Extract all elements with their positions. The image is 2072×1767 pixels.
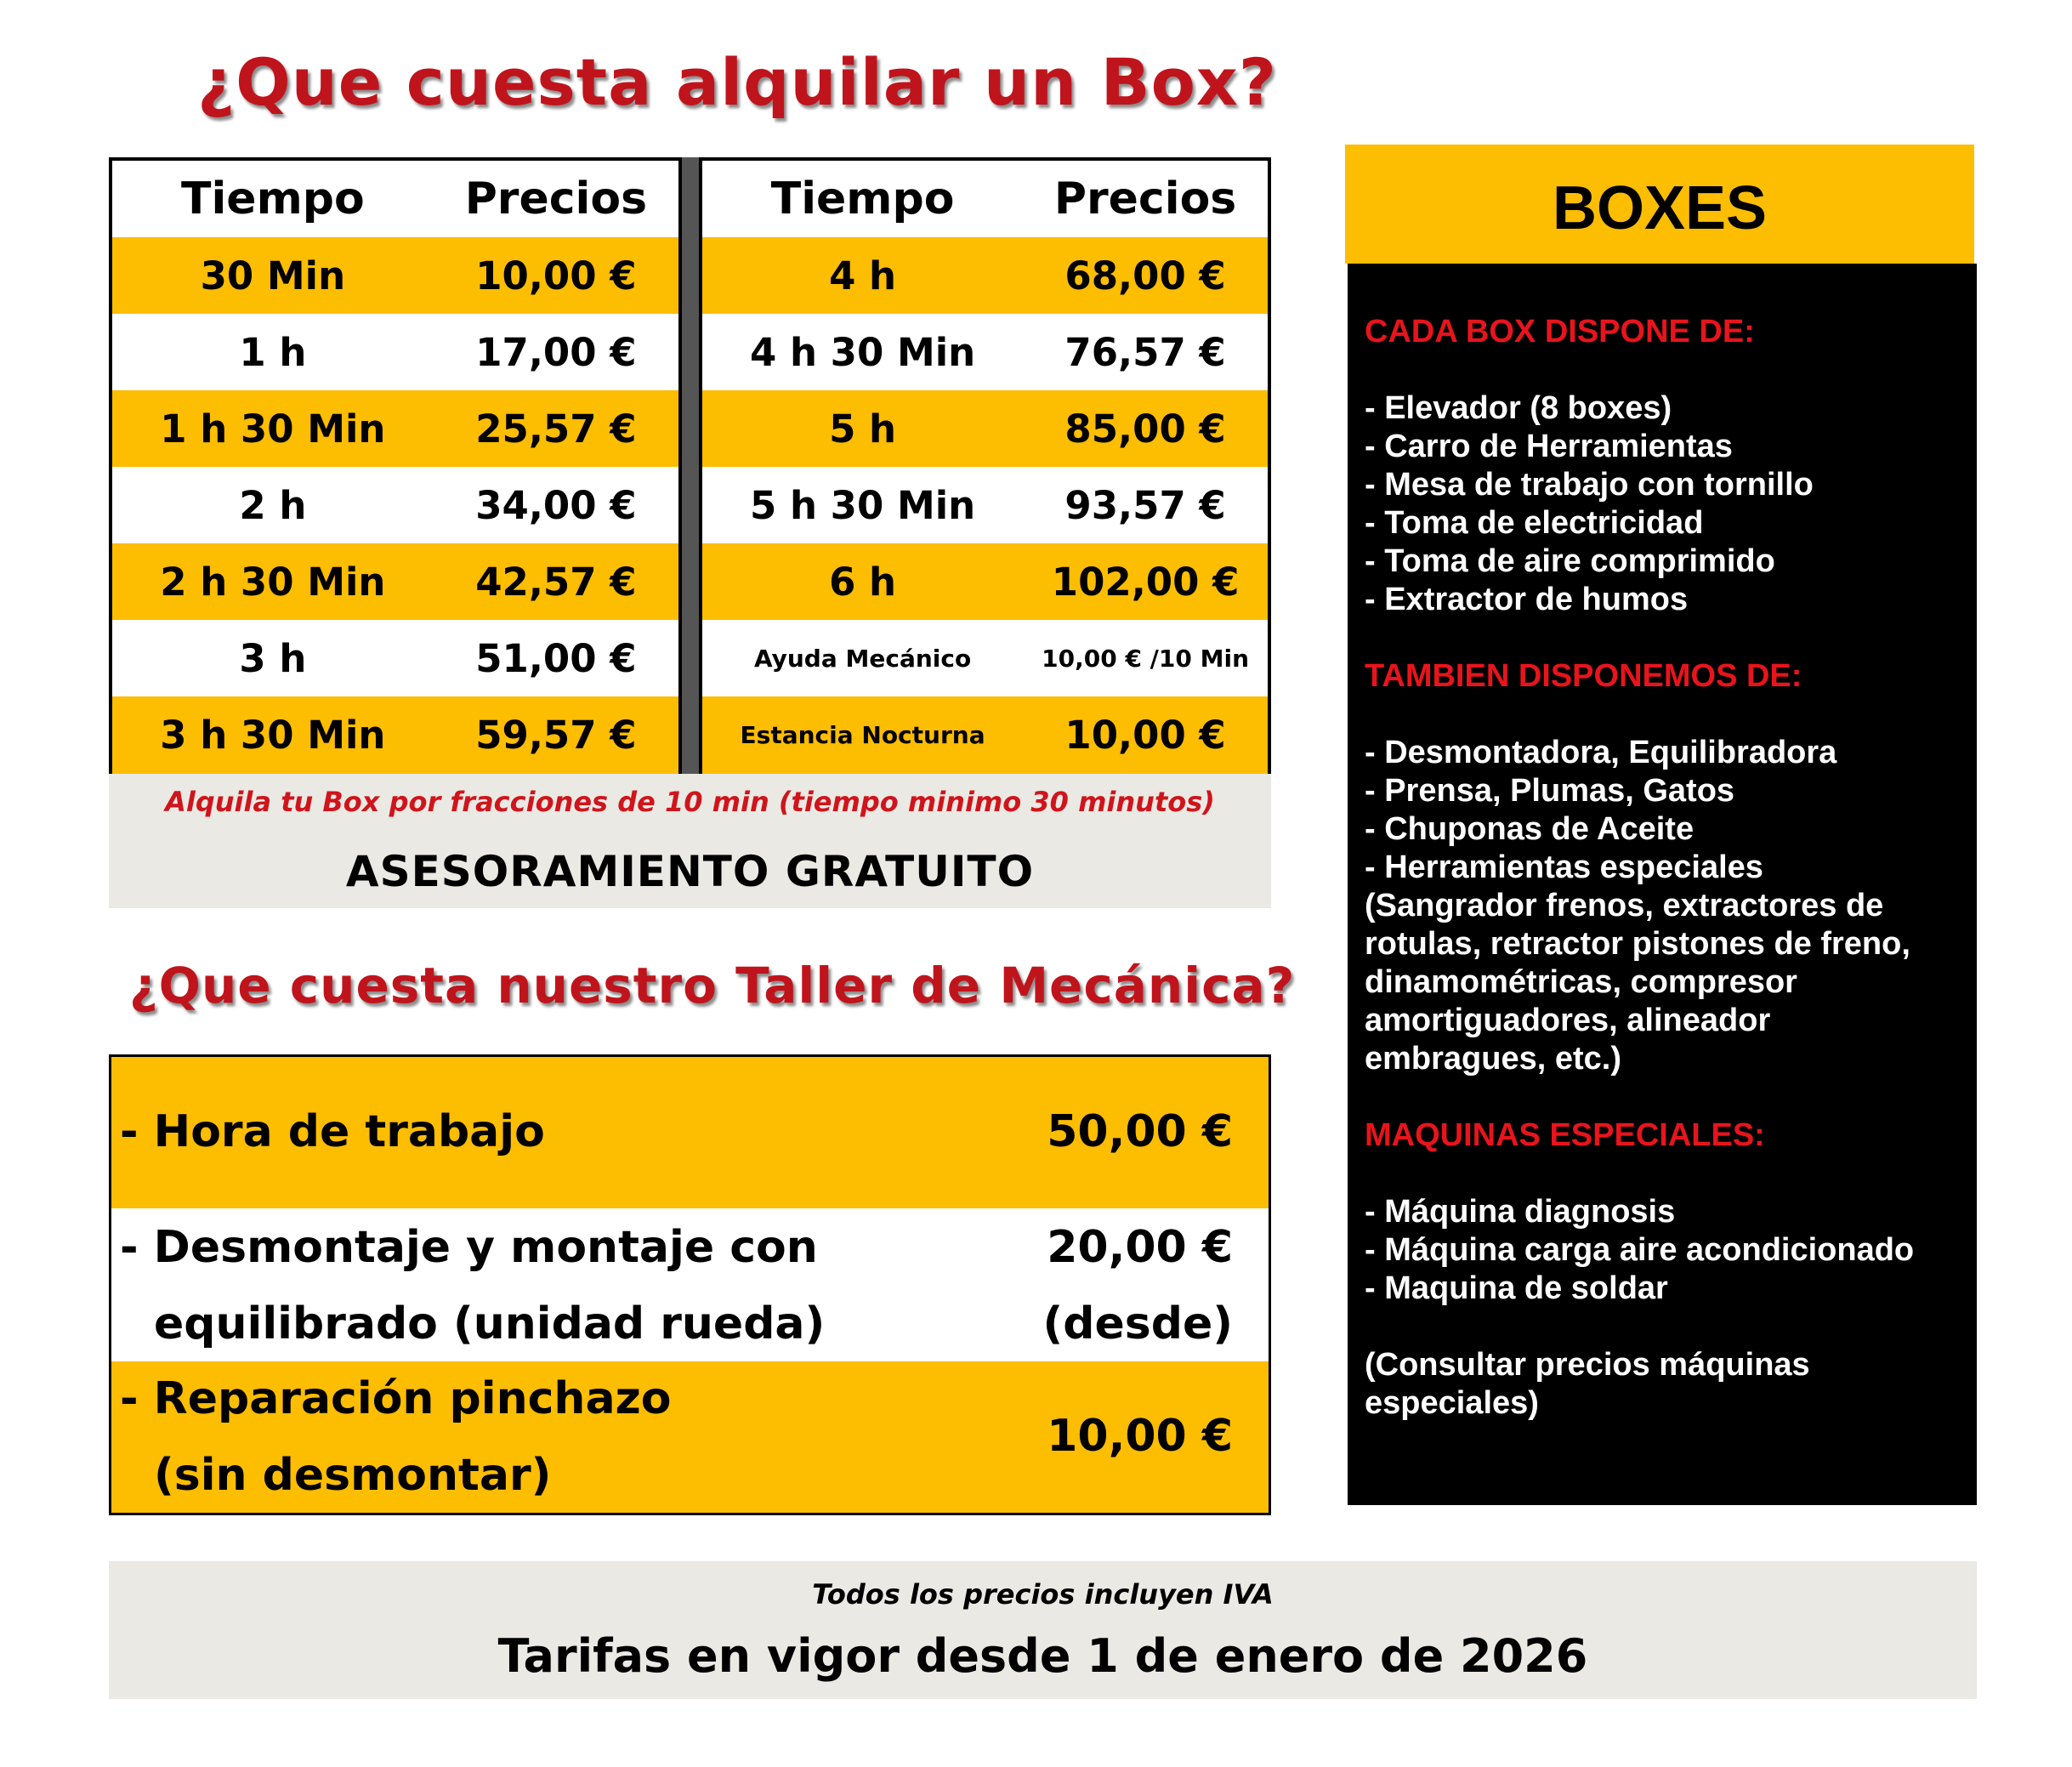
tiempo-cell: 30 Min (200, 253, 346, 298)
table-row (702, 237, 1268, 314)
footer-box (109, 1561, 1977, 1699)
tiempo-cell: Ayuda Mecánico (753, 644, 972, 673)
precio-cell: 25,57 € (475, 406, 637, 452)
table-row (112, 237, 678, 314)
table-row (112, 696, 678, 774)
taller-row-hora (111, 1057, 1269, 1208)
precio-cell: 59,57 € (475, 713, 637, 758)
spacer (1365, 696, 1914, 734)
fracciones-note: Alquila tu Box por fracciones de 10 min (tiempo minimo 30 minutos) (165, 786, 1215, 818)
tiempo-cell: 2 h (239, 482, 307, 528)
boxes-title: BOXES (1552, 174, 1768, 242)
table-header (112, 161, 678, 237)
table-row (112, 467, 678, 543)
taller-table (109, 1054, 1271, 1515)
table-row (702, 543, 1268, 620)
tarifas-label: Tarifas en vigor desde 1 de enero de 2026 (497, 1629, 1588, 1683)
precio-cell: 76,57 € (1064, 329, 1226, 375)
list-item: embragues, etc.) (1365, 1041, 1621, 1077)
list-item: - Herramientas especiales (1365, 849, 1763, 885)
iva-note: Todos los precios incluyen IVA (812, 1578, 1274, 1611)
spacer (1365, 619, 1914, 657)
tiempo-cell: 4 h 30 Min (749, 329, 976, 375)
tiempo-cell: 3 h 30 Min (160, 713, 386, 758)
header-tiempo: Tiempo (181, 173, 365, 224)
list-item: - Maquina de soldar (1365, 1270, 1668, 1306)
boxes-panel (1348, 264, 1977, 1505)
tiempo-cell: Estancia Nocturna (740, 721, 985, 749)
fracciones-box (109, 774, 1271, 908)
list-item: - Chuponas de Aceite (1365, 811, 1694, 847)
tiempo-cell: 3 h (239, 635, 307, 681)
header-precios: Precios (1053, 173, 1237, 224)
spacer (1365, 1308, 1914, 1346)
list-item: - Extractor de humos (1365, 582, 1689, 617)
boxes-list (1365, 313, 1914, 1423)
boxes-header (1345, 145, 1974, 264)
table-row (112, 543, 678, 620)
table-row (702, 390, 1268, 467)
list-item: - Prensa, Plumas, Gatos (1365, 773, 1735, 809)
precio-cell: 42,57 € (475, 559, 637, 605)
table-row (112, 314, 678, 390)
table-row (112, 390, 678, 467)
precio-cell: 51,00 € (475, 635, 637, 681)
precio-cell: 10,00 € (475, 253, 637, 298)
table-row (112, 620, 678, 696)
desmontaje-line1: - Desmontaje y montaje con (120, 1222, 818, 1273)
desmontaje-desde: (desde) (1042, 1298, 1233, 1349)
tambien-title: TAMBIEN DISPONEMOS DE: (1365, 658, 1802, 694)
consultar-line: (Consultar precios máquinas (1365, 1347, 1810, 1383)
list-item: - Toma de electricidad (1365, 505, 1704, 541)
pinchazo-line2: (sin desmontar) (154, 1450, 552, 1501)
header-tiempo: Tiempo (770, 173, 955, 224)
list-item: (Sangrador frenos, extractores de (1365, 888, 1884, 923)
precio-cell: 10,00 € (1064, 713, 1226, 758)
list-item: - Máquina carga aire acondicionado (1365, 1232, 1915, 1268)
precio-cell: 85,00 € (1064, 406, 1226, 452)
precio-cell: 17,00 € (475, 329, 637, 375)
price-table-left (109, 157, 682, 774)
list-item: - Máquina diagnosis (1365, 1194, 1676, 1230)
spacer (1365, 1155, 1914, 1193)
table-header (702, 161, 1268, 237)
price-table-right (699, 157, 1271, 774)
taller-row-desmontaje (111, 1208, 1269, 1361)
taller-row-pinchazo (111, 1361, 1269, 1513)
spacer (1365, 1078, 1914, 1116)
precio-cell: 68,00 € (1064, 253, 1226, 298)
table-row (702, 314, 1268, 390)
tiempo-cell: 5 h (829, 406, 897, 452)
cada-box-title: CADA BOX DISPONE DE: (1365, 314, 1755, 349)
title-taller: ¿Que cuesta nuestro Taller de Mecánica? (129, 957, 1296, 1014)
consultar-line: especiales) (1365, 1385, 1539, 1421)
table-row (702, 467, 1268, 543)
header-precios: Precios (464, 173, 648, 224)
tiempo-cell: 4 h (829, 253, 897, 298)
list-item: - Mesa de trabajo con tornillo (1365, 467, 1814, 503)
spacer (1365, 351, 1914, 389)
list-item: - Desmontadora, Equilibradora (1365, 735, 1837, 770)
list-item: amortiguadores, alineador (1365, 1003, 1771, 1038)
table-row (702, 696, 1268, 774)
precio-cell: 102,00 € (1051, 559, 1240, 605)
list-item: - Toma de aire comprimido (1365, 543, 1775, 579)
list-item: rotulas, retractor pistones de freno, (1365, 926, 1910, 962)
precio-cell: 10,00 € /10 Min (1042, 644, 1250, 673)
title-box: ¿Que cuesta alquilar un Box? (197, 44, 1277, 120)
list-item: dinamométricas, compresor (1365, 964, 1797, 1000)
pinchazo-precio: 10,00 € (1047, 1411, 1233, 1462)
hora-label: - Hora de trabajo (120, 1106, 545, 1157)
maquinas-title: MAQUINAS ESPECIALES: (1365, 1117, 1765, 1153)
asesoramiento-label: ASESORAMIENTO GRATUITO (345, 847, 1035, 896)
tiempo-cell: 6 h (829, 559, 897, 605)
table-row (702, 620, 1268, 696)
desmontaje-precio: 20,00 € (1047, 1222, 1233, 1273)
tiempo-cell: 1 h (239, 329, 307, 375)
precio-cell: 34,00 € (475, 482, 637, 528)
list-item: - Elevador (8 boxes) (1365, 390, 1672, 426)
list-item: - Carro de Herramientas (1365, 429, 1733, 464)
tiempo-cell: 2 h 30 Min (160, 559, 386, 605)
table-divider (682, 157, 699, 774)
precio-cell: 93,57 € (1064, 482, 1226, 528)
tiempo-cell: 1 h 30 Min (160, 406, 386, 452)
desmontaje-line2: equilibrado (unidad rueda) (154, 1298, 826, 1349)
tiempo-cell: 5 h 30 Min (749, 482, 976, 528)
pinchazo-line1: - Reparación pinchazo (120, 1373, 672, 1424)
hora-precio: 50,00 € (1047, 1106, 1233, 1157)
